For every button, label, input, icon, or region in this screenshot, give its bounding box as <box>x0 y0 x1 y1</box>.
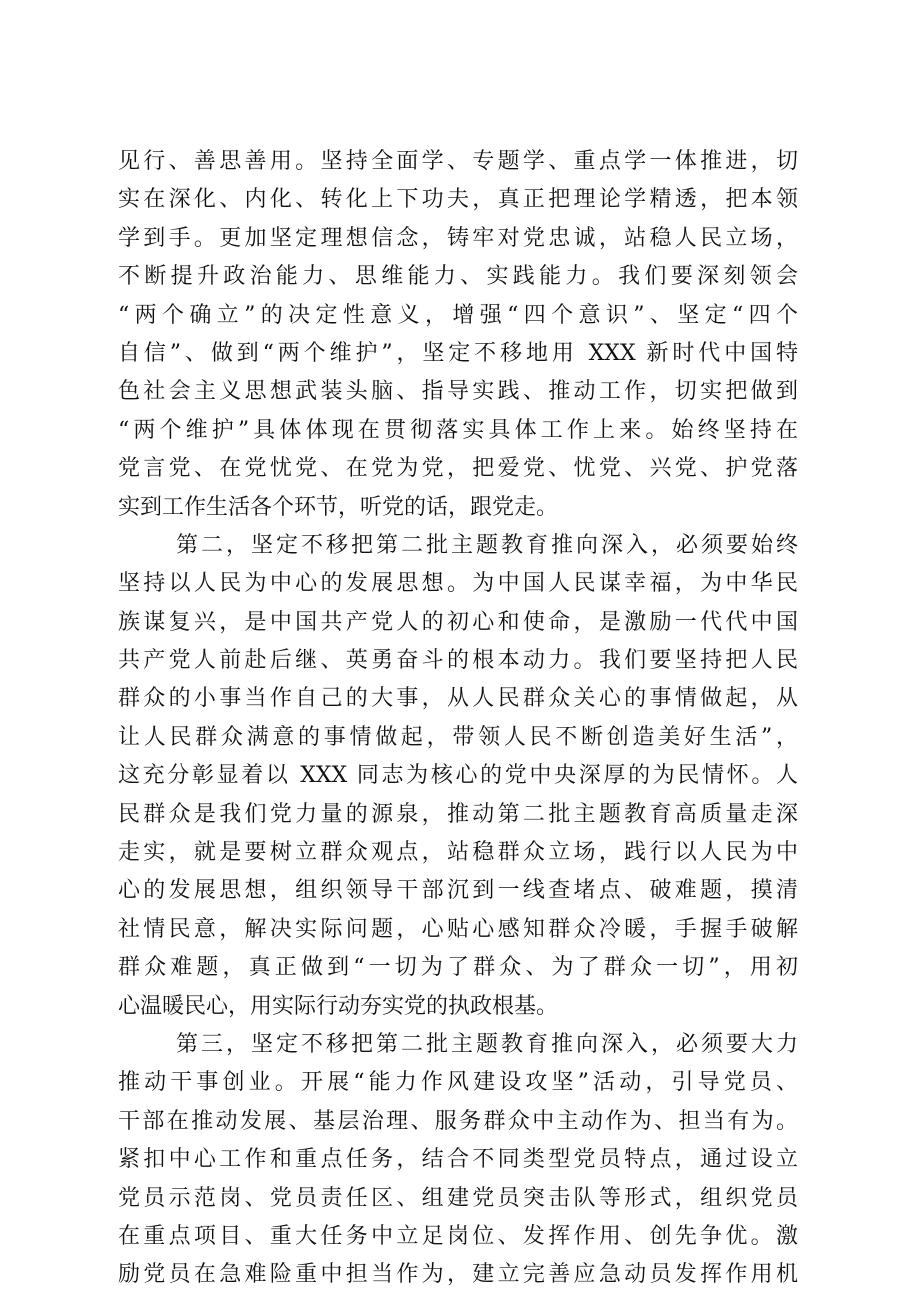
text-line: 坚持以人民为中心的发展思想。为中国人民谋幸福，为中华民 <box>118 571 798 597</box>
text-line: 色社会主义思想武装头脑、指导实践、推动工作，切实把做到 <box>118 379 798 405</box>
text-line: 民群众是我们党力量的源泉，推动第二批主题教育高质量走深 <box>118 801 798 827</box>
text-line: 共产党人前赴后继、英勇奋斗的根本动力。我们要坚持把人民 <box>118 648 798 674</box>
text-line: 党员示范岗、党员责任区、组建党员突击队等形式，组织党员 <box>118 1185 798 1211</box>
text-line: 心的发展思想，组织领导干部沉到一线查堵点、破难题，摸清 <box>118 878 798 904</box>
paragraph-first-line: 第二，坚定不移把第二批主题教育推向深入，必须要始终 <box>176 532 798 558</box>
text-line: 自信”、做到“两个维护”，坚定不移地用 XXX 新时代中国特 <box>118 340 798 366</box>
text-line: 群众的小事当作自己的大事，从人民群众关心的事情做起，从 <box>118 686 798 712</box>
text-line: 这充分彰显着以 XXX 同志为核心的党中央深厚的为民情怀。人 <box>118 763 798 789</box>
text-line: 干部在推动发展、基层治理、服务群众中主动作为、担当有为。 <box>118 1108 798 1134</box>
text-line: 走实，就是要树立群众观点，站稳群众立场，践行以人民为中 <box>118 840 798 866</box>
paragraph-first-line: 第三，坚定不移把第二批主题教育推向深入，必须要大力 <box>176 1031 798 1057</box>
text-line: “两个确立”的决定性意义，增强“四个意识”、坚定“四个 <box>118 302 798 328</box>
paragraph-end-line: 心温暖民心，用实际行动夯实党的执政根基。 <box>118 993 559 1019</box>
text-line: 社情民意，解决实际问题，心贴心感知群众冷暖，手握手破解 <box>118 916 798 942</box>
paragraph-end-line: 实到工作生活各个环节，听党的话，跟党走。 <box>118 494 559 520</box>
text-line: 群众难题，真正做到“一切为了群众、为了群众一切”，用初 <box>118 955 798 981</box>
text-line: 励党员在急难险重中担当作为，建立完善应急动员发挥作用机 <box>118 1262 798 1288</box>
text-line: “两个维护”具体体现在贯彻落实具体工作上来。始终坚持在 <box>118 417 798 443</box>
text-line: 在重点项目、重大任务中立足岗位、发挥作用、创先争优。激 <box>118 1223 798 1249</box>
text-line: 党言党、在党忧党、在党为党，把爱党、忧党、兴党、护党落 <box>118 456 798 482</box>
text-line: 紧扣中心工作和重点任务，结合不同类型党员特点，通过设立 <box>118 1147 798 1173</box>
text-line: 族谋复兴，是中国共产党人的初心和使命，是激励一代代中国 <box>118 609 798 635</box>
text-line: 推动干事创业。开展“能力作风建设攻坚”活动，引导党员、 <box>118 1070 798 1096</box>
text-line: 见行、善思善用。坚持全面学、专题学、重点学一体推进，切 <box>118 149 798 174</box>
body-text <box>118 143 798 1295</box>
text-line: 不断提升政治能力、思维能力、实践能力。我们要深刻领会 <box>118 264 798 290</box>
text-line: 让人民群众满意的事情做起，带领人民不断创造美好生活”， <box>118 724 798 750</box>
text-line: 实在深化、内化、转化上下功夫，真正把理论学精透，把本领 <box>118 187 798 213</box>
text-line: 学到手。更加坚定理想信念，铸牢对党忠诚，站稳人民立场， <box>118 225 798 251</box>
